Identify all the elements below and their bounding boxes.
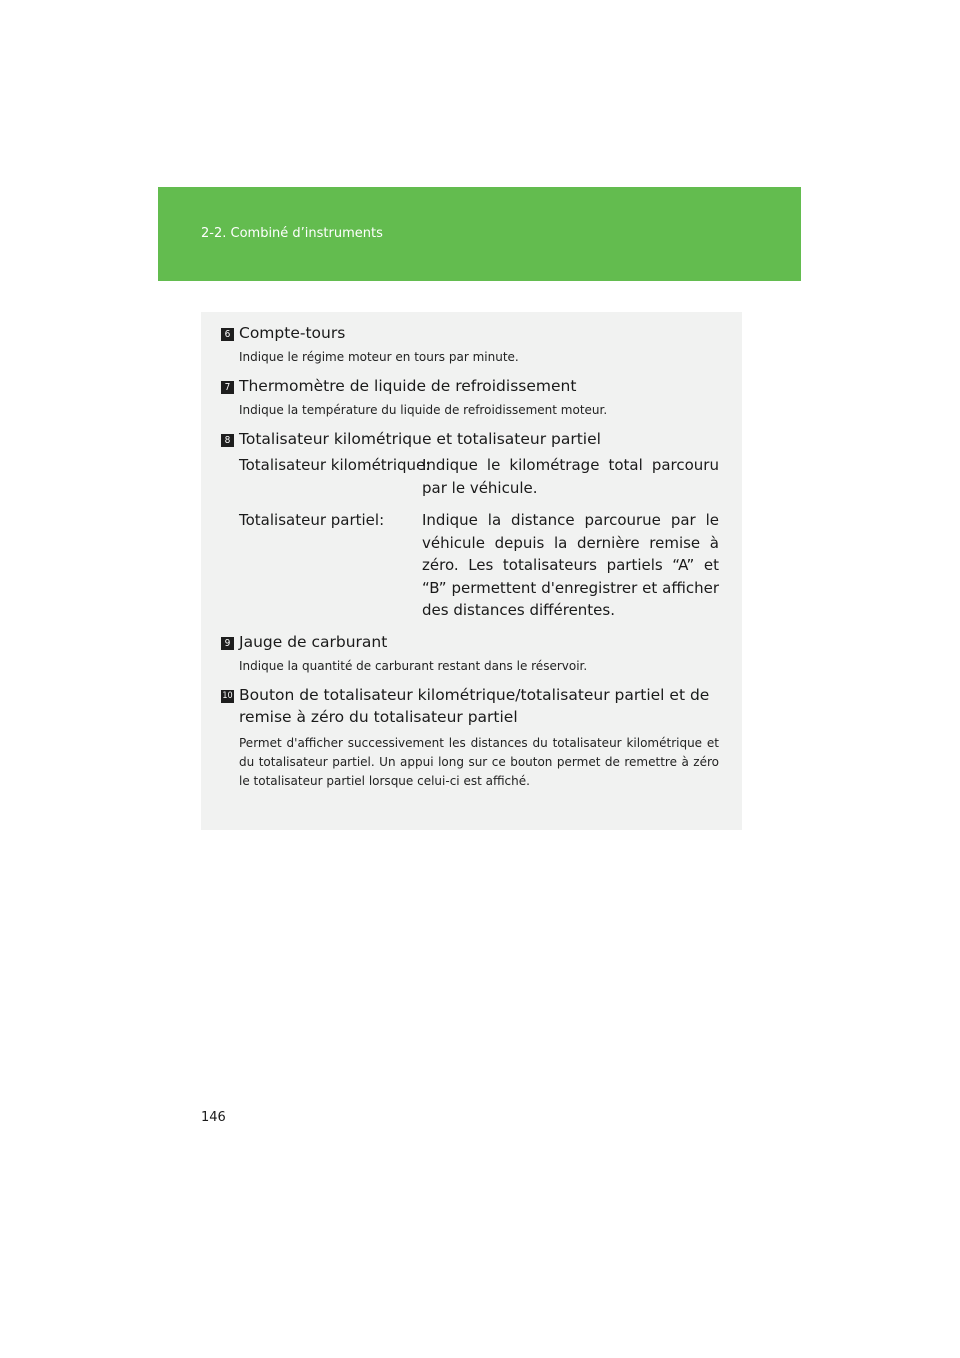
item-description: Indique le régime moteur en tours par minute. (239, 350, 519, 364)
section-header-band (158, 187, 801, 281)
instrument-descriptions-box (201, 312, 742, 830)
item-coolant-thermometer (221, 375, 719, 425)
item-marker: 10 (222, 691, 233, 701)
item-odometer-tripmeter (221, 428, 719, 628)
definition-term: Totalisateur kilométrique: (239, 456, 431, 474)
definition-text: Indique la distance parcourue par le véhicule depuis la dernière remise à zéro. Les totalisateurs partiels “A” et “B” permettent d'enregistrer et afficher des distances différentes. (422, 511, 719, 619)
item-description: Indique la quantité de carburant restant dans le réservoir. (239, 659, 588, 673)
page-number: 146 (201, 1110, 226, 1125)
definition-term: Totalisateur partiel: (239, 511, 385, 529)
section-title: 2-2. Combiné d’instruments (201, 226, 383, 241)
item-odometer-reset-button (221, 684, 719, 824)
item-title: Jauge de carburant (239, 633, 388, 651)
item-title: Compte-tours (239, 324, 346, 342)
definition-text: Indique le kilométrage total parcouru par le véhicule. (422, 456, 719, 497)
item-marker: 9 (221, 637, 234, 650)
item-description: Indique la température du liquide de refroidissement moteur. (239, 403, 608, 417)
item-marker: 8 (221, 434, 234, 447)
item-marker: 7 (221, 381, 234, 394)
item-title: Totalisateur kilométrique et totalisateur partiel (239, 430, 601, 448)
item-fuel-gauge (221, 631, 719, 681)
item-tachometer (221, 322, 719, 372)
item-title: Thermomètre de liquide de refroidissement (239, 377, 577, 395)
item-title: Bouton de totalisateur kilométrique/totalisateur partiel et de remise à zéro du totalisateur partiel (239, 686, 710, 726)
item-description: Permet d'afficher successivement les distances du totalisateur kilométrique et du totalisateur partiel. Un appui long sur ce bouton permet de remettre à zéro le totalisateur partiel lorsque celui-ci est affiché. (239, 736, 719, 788)
item-marker: 6 (221, 328, 234, 341)
